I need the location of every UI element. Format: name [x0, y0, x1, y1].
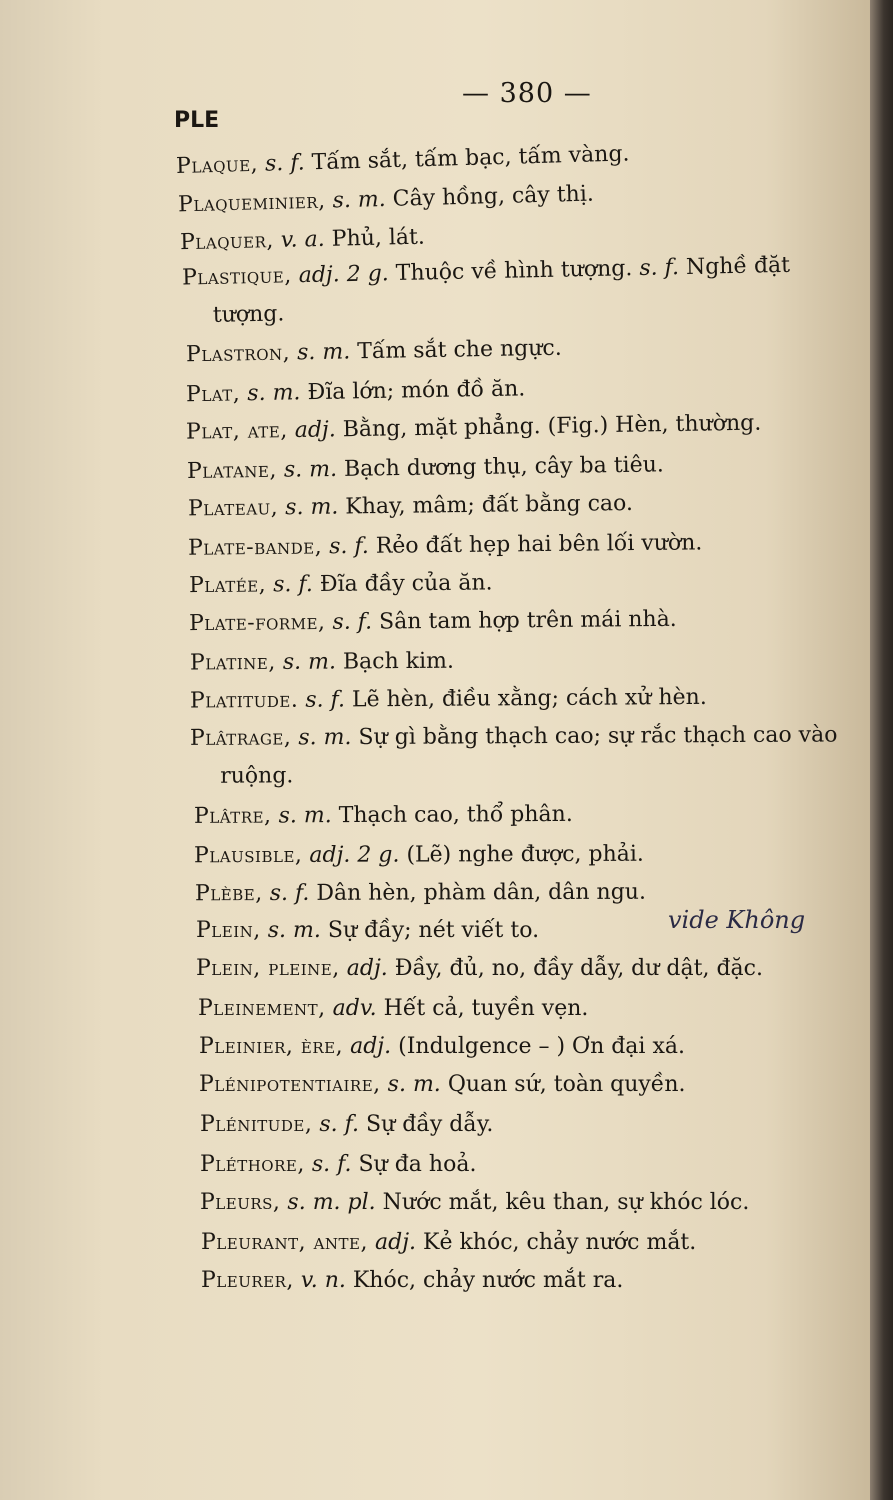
grammar: s. m.: [285, 494, 339, 521]
entry-plebe: [195, 877, 870, 910]
entry-platine: [190, 643, 870, 678]
grammar-secondary: s. f.: [639, 255, 680, 281]
definition-secondary: Nghề đặt: [685, 252, 791, 280]
entry-pleinier: [199, 1032, 870, 1062]
entry-platane: [187, 447, 870, 487]
entry-plenitude: [200, 1110, 870, 1140]
entry-plethore: [200, 1150, 870, 1180]
headword: Plénitude,: [200, 1112, 313, 1137]
grammar: adj. 2 g.: [298, 261, 390, 289]
grammar: s. m.: [247, 380, 301, 407]
headword: Pleurant, ante,: [201, 1230, 369, 1255]
entry-platre: [194, 798, 870, 832]
definition: Đầy, đủ, no, đầy dẫy, dư dật, đặc.: [394, 956, 763, 981]
definition: Hết cả, tuyền vẹn.: [383, 996, 589, 1021]
definition: Sự đầy; nét viết to.: [327, 918, 540, 943]
grammar: s. f.: [329, 533, 369, 560]
headword: Plastron,: [185, 340, 291, 368]
headword: Plaquer,: [179, 228, 275, 256]
grammar: adj.: [350, 1034, 392, 1059]
grammar: s. f.: [269, 880, 310, 906]
headword: Platée,: [188, 572, 267, 599]
definition: Kẻ khóc, chảy nước mắt.: [423, 1230, 697, 1255]
headword: Plausible,: [193, 842, 303, 869]
entry-plateau: [188, 486, 870, 525]
definition: Nước mắt, kêu than, sự khóc lóc.: [382, 1190, 750, 1215]
handwritten-margin-note: vide Không: [668, 906, 806, 934]
entry-pleurs: [200, 1188, 870, 1218]
headword: Pleurs,: [200, 1190, 281, 1215]
headword: Pleinier, ère,: [199, 1034, 344, 1059]
grammar: adj.: [346, 956, 388, 981]
definition: Dân hèn, phàm dân, dân ngu.: [316, 879, 646, 906]
grammar: s. f.: [305, 687, 346, 713]
entry-plenipotentiaire: [199, 1070, 870, 1100]
grammar: s. m.: [278, 803, 332, 829]
grammar: adj.: [294, 417, 336, 443]
grammar: v. n.: [300, 1268, 346, 1293]
entry-plate-forme: [189, 603, 870, 639]
running-head: PLE: [174, 108, 220, 133]
grammar: adj. 2 g.: [309, 842, 400, 868]
grammar: s. f.: [319, 1112, 360, 1137]
headword: Plâtre,: [193, 803, 272, 829]
headword: Plat, ate,: [185, 418, 288, 445]
definition: Cây hồng, cây thị.: [392, 181, 595, 212]
definition: Đĩa đầy của ăn.: [319, 570, 493, 597]
grammar: s. m.: [267, 918, 321, 943]
definition: Quan sứ, toàn quyền.: [447, 1072, 686, 1097]
headword: Plaqueminier,: [177, 188, 326, 218]
headword: Plein,: [196, 918, 261, 943]
definition-continuation: tượng.: [212, 301, 285, 328]
entry-pleurer: [201, 1266, 870, 1296]
definition: Đĩa lớn; món đồ ăn.: [307, 376, 526, 406]
entry-plein-pleine: [196, 954, 870, 984]
headword: Plateau,: [187, 495, 279, 522]
entry-plat: [186, 368, 870, 411]
grammar: v. a.: [280, 226, 326, 253]
grammar: adv.: [332, 996, 377, 1021]
entry-plastron: [186, 328, 870, 371]
grammar: s. m.: [332, 186, 387, 214]
definition: Tấm sắt che ngực.: [357, 335, 562, 365]
entry-platee: [189, 565, 870, 601]
headword: Platine,: [189, 649, 276, 676]
headword: Plèbe,: [194, 881, 263, 907]
entry-platrage: [189, 720, 870, 789]
grammar: s. m. pl.: [287, 1190, 376, 1215]
headword: Plaque,: [175, 151, 259, 180]
grammar: s. m.: [387, 1072, 441, 1097]
definition: Thạch cao, thổ phân.: [338, 801, 573, 829]
grammar: s. m.: [298, 725, 352, 751]
headword: Plâtrage,: [189, 725, 292, 751]
headword: Plate-bande,: [187, 534, 323, 561]
definition: Rẻo đất hẹp hai bên lối vườn.: [375, 530, 703, 559]
definition: Sân tam hợp trên mái nhà.: [379, 606, 677, 635]
definition: Bạch dương thụ, cây ba tiêu.: [343, 452, 664, 482]
headword: Platane,: [186, 457, 278, 485]
definition: Bạch kim.: [342, 648, 455, 675]
grammar: s. m.: [296, 339, 351, 366]
grammar: s. f.: [311, 1152, 352, 1177]
headword: Pleurer,: [201, 1268, 294, 1293]
definition: Lẽ hèn, điều xằng; cách xử hèn.: [351, 684, 707, 713]
headword: Plénipotentiaire,: [199, 1072, 381, 1097]
entry-plat-ate: [186, 406, 870, 447]
grammar: s. f.: [332, 609, 373, 635]
entry-platitude: [190, 681, 870, 716]
entry-plausible: [194, 839, 870, 872]
entry-pleinement: [198, 994, 870, 1024]
page-number: — 380 —: [462, 78, 592, 109]
definition: Khay, mâm; đất bằng cao.: [345, 490, 634, 520]
definition: Tấm sắt, tấm bạc, tấm vàng.: [311, 141, 630, 176]
definition: Phủ, lát.: [331, 224, 426, 252]
definition: (Lẽ) nghe được, phải.: [406, 841, 644, 868]
definition: Sự gì bằng thạch cao; sự rắc thạch cao vào: [358, 722, 838, 751]
definition-continuation: ruộng.: [220, 763, 294, 789]
headword: Plat,: [185, 381, 241, 408]
book-edge: [870, 0, 893, 1500]
grammar: s. m.: [282, 649, 337, 675]
grammar: s. m.: [283, 456, 338, 483]
definition: Bằng, mặt phẳng. (Fig.) Hèn, thường.: [342, 410, 762, 443]
definition: Sự đầy dẫy.: [366, 1112, 494, 1137]
headword: Platitude.: [189, 687, 299, 714]
entry-plate-bande: [188, 526, 870, 564]
headword: Plate-forme,: [188, 609, 326, 637]
entry-pleurant: [201, 1228, 870, 1258]
definition: Thuộc về hình tượng.: [395, 256, 633, 287]
headword: Plastique,: [181, 263, 292, 291]
grammar: s. f.: [264, 150, 306, 177]
grammar: s. f.: [273, 572, 313, 598]
headword: Pléthore,: [200, 1152, 305, 1177]
headword: Plein, pleine,: [196, 956, 340, 981]
definition: Khóc, chảy nước mắt ra.: [352, 1268, 624, 1293]
definition: Sự đa hoả.: [358, 1152, 477, 1177]
grammar: adj.: [375, 1230, 417, 1255]
headword: Pleinement,: [198, 996, 326, 1021]
definition: (Indulgence – ) Ơn đại xá.: [398, 1034, 685, 1059]
